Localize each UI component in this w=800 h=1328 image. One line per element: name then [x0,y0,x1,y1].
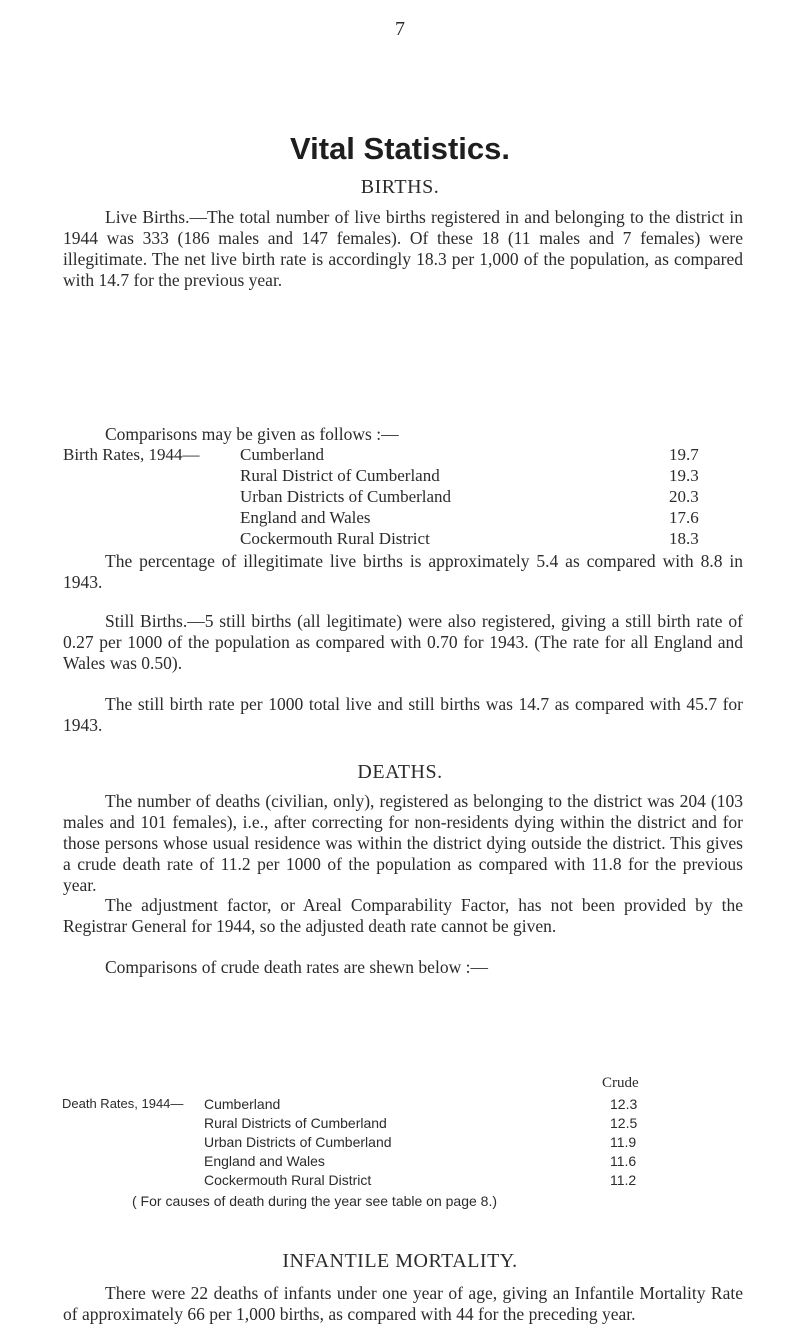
death-rate-row [0,1096,800,1115]
birth-rate-row [63,466,743,487]
birth-rates-table [63,445,743,550]
crude-column-header: Crude [602,1075,639,1091]
birth-rate-row [63,445,743,466]
death-rates-lead: Death Rates, 1944— [62,1096,184,1111]
death-rate-row [0,1153,800,1172]
death-rate-value: 11.2 [610,1172,637,1188]
birth-comparisons-intro: Comparisons may be given as follows :— [105,424,399,444]
live-births-paragraph: Live Births.—The total number of live births registered in and belonging to the district in 1944 was 333 (186 males and 147 females). Of these 18 (11 males and 7 females) were illegitimate. The net live birth rate is accordingly 18.3 per 1,000 of the population, as compared with 14.7 for the previous year. [63,207,743,290]
birth-rate-value: 17.6 [669,508,699,527]
death-rate-row [0,1134,800,1153]
birth-rate-row [63,529,743,550]
death-rate-row [0,1172,800,1191]
deaths-heading: DEATHS. [357,761,443,783]
still-birth-rate-paragraph: The still birth rate per 1000 total live and still births was 14.7 as compared with 45.7 for 1943. [63,694,743,735]
birth-rate-label: Cockermouth Rural District [240,529,430,548]
death-rate-label: Cockermouth Rural District [204,1172,372,1188]
death-rate-label: Urban Districts of Cumberland [204,1134,392,1150]
adjustment-factor-paragraph: The adjustment factor, or Areal Comparability Factor, has not been provided by the Registrar General for 1944, so the adjusted death rate cannot be given. [63,895,743,936]
causes-of-death-note: ( For causes of death during the year see table on page 8.) [132,1193,498,1209]
birth-rate-value: 19.7 [669,445,699,464]
death-rate-value: 11.9 [610,1134,637,1150]
death-rate-row [0,1115,800,1134]
death-rate-value: 11.6 [610,1153,637,1169]
birth-rate-label: Cumberland [240,445,325,464]
births-heading: BIRTHS. [360,176,440,198]
death-rate-value: 12.3 [610,1096,638,1112]
death-rate-label: Rural Districts of Cumberland [204,1115,387,1131]
page-number: 7 [395,18,405,40]
birth-rate-label: England and Wales [240,508,371,527]
infantile-mortality-heading: INFANTILE MORTALITY. [282,1250,518,1272]
birth-rate-row [63,487,743,508]
death-comparisons-intro: Comparisons of crude death rates are shewn below :— [105,957,488,977]
death-rate-label: England and Wales [204,1153,325,1169]
birth-rate-value: 18.3 [669,529,699,548]
still-births-paragraph: Still Births.—5 still births (all legitimate) were also registered, giving a still birth rate of 0.27 per 1000 of the population as compared with 0.70 for 1943. (The rate for all England and Wales was 0.50). [63,611,743,673]
birth-rates-lead: Birth Rates, 1944— [63,445,200,464]
birth-rate-value: 20.3 [669,487,699,506]
deaths-paragraph: The number of deaths (civilian, only), registered as belonging to the district was 204 (103 males and 101 females), i.e., after correcting for non-residents dying within the district and for those persons whose usual residence was within the district dying outside the district. This gives a crude death rate of 11.2 per 1000 of the population as compared with 11.8 for the previous year. [63,791,743,895]
birth-rate-value: 19.3 [669,466,699,485]
page-title: Vital Statistics. [290,131,510,166]
death-rate-value: 12.5 [610,1115,638,1131]
birth-rate-label: Rural District of Cumberland [240,466,440,485]
birth-rate-row [63,508,743,529]
birth-rate-label: Urban Districts of Cumberland [240,487,452,506]
infantile-mortality-paragraph: There were 22 deaths of infants under one year of age, giving an Infantile Mortality Rate of approximately 66 per 1,000 births, as compared with 44 for the preceding year. [63,1283,743,1324]
death-rate-label: Cumberland [204,1096,281,1112]
death-rates-table [0,1075,800,1191]
illegitimate-paragraph: The percentage of illegitimate live births is approximately 5.4 as compared with 8.8 in 1943. [63,551,743,592]
